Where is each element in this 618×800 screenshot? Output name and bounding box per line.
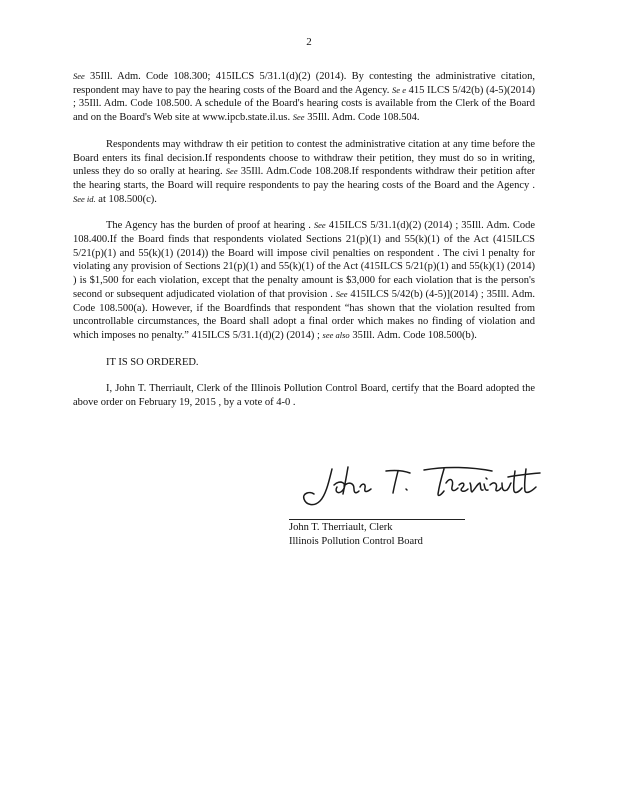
paragraph-text: Respondents may withdraw th eir petition to contest the administrative citation at any time before the Board enters its final decision.If respondents choose to withdraw their petition, they must do so in writing, unless they do so orally at hearing. [73,138,535,178]
paragraph-text: 35Ill. Adm. Code 108.300; 415ILCS 5/31.1(d)(2) (2014). By contesting the administrative citation, respondent may have to pay the hearing costs of the Board and the Agency. [73,71,535,96]
signature-block [289,521,423,549]
paragraph-text: The Agency has the burden of proof at hearing . [106,220,311,232]
citation-signal: See [335,288,348,299]
paragraph-text: 35Ill. Adm. Code 108.504. [304,112,420,124]
paragraph-text: at 108.500(c). [95,193,157,205]
signature-line [289,519,465,520]
paragraph-withdraw-petition [73,138,535,207]
paragraph-hearing-costs [73,70,535,125]
document-body [73,70,535,423]
citation-signal: See [73,71,85,81]
so-ordered-line: IT IS SO ORDERED. [106,356,199,368]
citation-signal: See [292,112,305,123]
citation-signal: See [225,166,238,177]
paragraph-text: 415ILCS 5/31.1(d)(2) (2014) ; 35Ill. Adm. Code 108.400.If the Board finds that respondents violated Sections 21(p)(1) and 55(k)(1) of the Act (415ILCS 5/21(p)(1) and 55(k)(1) (2014)) the Board will impose civil penalties on respondent . The civi l penalty for violating any provision of Sections 21(p)(1) and 55(k)(1) of the Act (415ILCS 5/21(p)(1) and 55(k)(1) (2014) ) is $1,500 for each violation, except that the penalty amount is $3,000 for each violation that is the person's second or subsequent adjudicated violation of that provision . [73,220,535,300]
paragraph-text: 415 ILCS 5/42(b) (4-5)(2014) ; 35Ill. Adm. Code 108.500. A schedule of the Board's hearing costs is available from the Clerk of the Board and on the Board's Web site at www.ipcb.state.il.us. [73,84,535,124]
paragraph-burden-of-proof [73,219,535,342]
citation-signal: See [313,220,326,231]
citation-signal: Se e [392,84,406,95]
clerk-certification: I, John T. Therriault, Clerk of the Illinois Pollution Control Board, certify that the Board adopted the above order on February 19, 2015 , by a vote of 4-0 . [73,383,535,409]
citation-signal: See id. [73,193,96,204]
clerk-organization: Illinois Pollution Control Board [289,536,423,547]
page-number: 2 [306,36,312,48]
handwritten-signature [296,461,556,511]
paragraph-text: 35Ill. Adm.Code 108.208.If respondents withdraw their petition after the hearing starts, the Board will require respondents to pay the hearing costs of the Board and the Agency . [73,166,536,191]
paragraph-text: 35Ill. Adm. Code 108.500(b). [349,329,477,341]
paragraph-text: 415ILCS 5/42(b) (4-5)](2014) ; 35Ill. Adm. Code 108.500(a). However, if the Boardfinds that respondent “has shown that the violation resulted from uncontrollable circumstances, the Board shall adopt a final order which makes no finding of violation and which imposes no penalty.” 415ILCS 5/31.1(d)(2) (2014) ; [73,288,535,341]
citation-signal: see also [322,329,350,340]
clerk-name-title: John T. Therriault, Clerk [289,522,393,533]
